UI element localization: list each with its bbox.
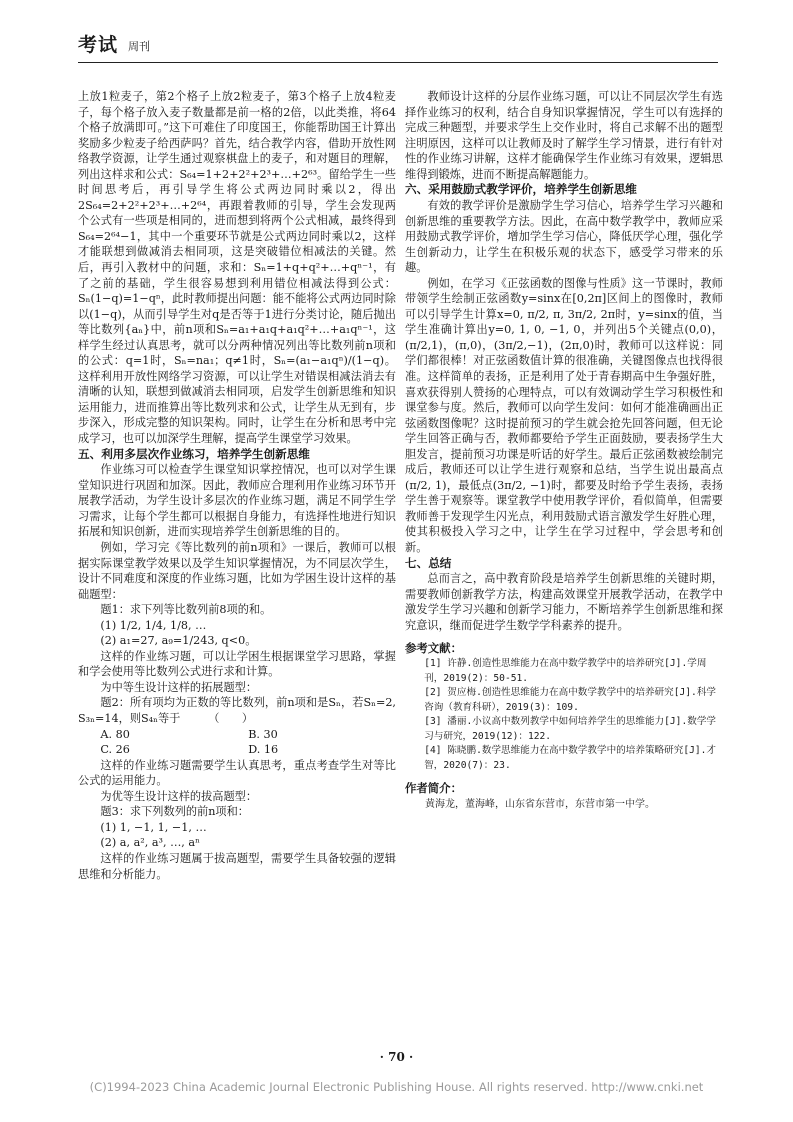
left-column — [78, 89, 396, 882]
paragraph: 有效的教学评价是激励学生学习信心，培养学生学习兴趣和创新思维的重要教学方法。因此，在高中数学教学中，教师应采用鼓励式教学评价，增加学生学习信心，降低厌学心理，强化学生创新动力，让学生在积极乐观的状态下，感受学习带来的乐趣。 — [405, 198, 723, 275]
exercise-question-3: 题3：求下列数列的前n项和： — [100, 805, 249, 819]
copyright-footer: (C)1994-2023 China Academic Journal Electronic Publishing House. All rights reserved. http://www.cnki.net — [89, 1080, 704, 1094]
section-heading-6: 六、采用鼓励式教学评价，培养学生创新思维 — [405, 182, 637, 197]
right-column — [405, 89, 723, 812]
paragraph: 作业练习可以检查学生课堂知识掌控情况，也可以对学生课堂知识进行巩固和加深。因此，教师应合理利用作业练习环节开展教学活动，为学生设计多层次的作业练习题，满足不同学生学习需求，让每个学生都可以根据自身能力，有选择性地进行知识拓展和知识创新，进而实现培养学生创新思维的目的。 — [78, 463, 396, 539]
references-title: 参考文献： — [405, 641, 462, 656]
reference-item: [4] 陈晓鹏.数学思维能力在高中数学教学中的培养策略研究[J].才智，2020(7)：23. — [424, 745, 717, 771]
option-c: C. 26 — [100, 743, 130, 757]
paragraph: 这样的作业练习题，可以让学困生根据课堂学习思路，掌握和学会使用等比数列公式进行求和计算。 — [78, 649, 396, 679]
section-heading-7: 七、总结 — [405, 555, 452, 570]
option-a: A. 80 — [100, 727, 130, 741]
journal-logo: 考试 — [78, 34, 119, 56]
exercise-item: (1) 1/2, 1/4, 1/8, … — [100, 618, 207, 632]
paragraph: 例如，学习完《等比数列的前n项和》一课后，教师可以根据实际课堂教学效果以及学生知识掌握情况，为不同层次学生，设计不同难度和深度的作业练习题，比如为学困生设计这样的基础题型： — [78, 541, 396, 601]
paragraph: 教师设计这样的分层作业练习题，可以让不同层次学生有选择作业练习的权利，结合自身知识掌握情况，学生可以有选择的完成三种题型，并要求学生上交作业时，将自己求解不出的题型注明原因，这样可以让教师及时了解学生学习情景，进行有针对性的作业练习讲解，这样才能确保学生作业练习有效果，逻辑思维得到锻炼，进而不断提高解题能力。 — [405, 90, 723, 181]
paragraph: 为优等生设计这样的拔高题型： — [100, 789, 258, 803]
exercise-question-2: 题2：所有项均为正数的等比数列，前n项和是Sₙ，若Sₙ=2, S₃ₙ=14，则S₄ₙ等于 （ ） — [78, 696, 396, 726]
answer-options — [78, 727, 396, 758]
page-number: · 70 · — [379, 1050, 414, 1064]
exercise-item: (2) a₁=27, a₉=1/243, q<0。 — [100, 634, 257, 648]
option-d: D. 16 — [248, 743, 279, 757]
paragraph: 总而言之，高中教育阶段是培养学生创新思维的关键时期，需要教师创新教学方法，构建高效课堂开展教学活动，在教学中激发学生学习兴趣和创新学习能力，不断培养学生创新思维和探究意识，继而促进学生数学学科素养的提升。 — [405, 572, 723, 632]
author-info: 黄海龙，董海峰，山东省东营市，东营市第一中学。 — [425, 798, 655, 810]
paragraph: 例如，在学习《正弦函数的图像与性质》这一节课时，教师带领学生绘制正弦函数y=sinx在[0,2π]区间上的图像时，教师可以引导学生计算x=0, π/2, π, 3π/2, 2π时，y=sinx的值，当学生准确计算出y=0, 1, 0, −1, 0，并列出5个关键点(0,0)，(π/2,1)，(π,0)，(3π/2,−1)，(2π,0)时，教师可以这样说：同学们都很棒！对正弦函数值计算的很准确，关键图像点也找得很准。这样简单的表扬，正是利用了处于青春期高中生争强好胜，喜欢获得别人赞扬的心理特点，可以有效调动学生学习积极性和课堂参与度。然后，教师可以向学生发问：如何才能准确画出正弦函数图像呢？这时提前预习的学生就会抢先回答问题，但无论学生回答正确与否，教师都要给予学生正面鼓励，要表扬学生大胆发言，提前预习功课是听话的好学生。最后正弦函数被绘制完成后，教师还可以让学生进行观察和总结，当学生说出最高点(π/2, 1)，最低点(3π/2, −1)时，都要及时给予学生表扬，表扬学生善于观察等。课堂教学中使用教学评价，看似简单，但需要教师善于发现学生闪光点，利用鼓励式语言激发学生好胜心理，使其积极投入学习之中，让学生在学习过程中，学会思考和创新。 — [405, 276, 723, 555]
paragraph: 上放1粒麦子，第2个格子上放2粒麦子，第3个格子上放4粒麦子，每个格子放入麦子数量都是前一格的2倍，以此类推，将64个格子放满即可。”这下可难住了印度国王，你能帮助国王计算出奖励多少粒麦子给西萨吗？首先，结合教学内容，借助开放性网络教学资源，让学生通过观察棋盘上的麦子，和对题目的理解，列出这样求和公式：S₆₄=1+2+2²+2³+…+2⁶³。留给学生一些时间思考后，再引导学生将公式两边同时乘以2，得出2S₆₄=2+2²+2³+…+2⁶⁴，再跟着教师的引导，学生会发现两个公式有一些项是相同的，进而想到将两个公式相减，最终得到S₆₄=2⁶⁴−1，其中一个重要环节就是公式两边同时乘以2，这样才能联想到做减消去相同项，这是突破错位相减法的关键。然后，再引入教材中的问题，求和：Sₙ=1+q+q²+…+qⁿ⁻¹，有了之前的基础，学生很容易想到利用错位相减法得到公式：Sₙ(1−q)=1−qⁿ，此时教师提出问题：能不能将公式两边同时除以(1−q)，从而引导学生对q是否等于1进行分类讨论，随后抛出等比数列{aₙ}中，前n项和Sₙ=a₁+a₁q+a₁q²+…+a₁qⁿ⁻¹，这样学生经过认真思考，就可以分两种情况列出等比数列前n项和的公式：q=1时，Sₙ=na₁；q≠1时，Sₙ=(a₁−a₁qⁿ)/(1−q)。这样利用开放性网络学习资源，可以让学生对错误相减法消去有清晰的认知，联想到做减消去相同项，启发学生创新思维和知识运用能力，进而推算出等比数列求和公式，让学生从无到有，步步深入，形成完整的知识架构。同时，让学生在分析和思考中完成学习，也可以加深学生理解，提高学生课堂学习效果。 — [78, 90, 396, 446]
journal-header — [78, 28, 718, 68]
journal-subtitle: 周刊 — [128, 40, 150, 53]
exercise-question-1: 题1：求下列等比数列前8项的和。 — [100, 603, 272, 617]
paragraph: 这样的作业练习题属于拔高题型，需要学生具备较强的逻辑思维和分析能力。 — [78, 851, 396, 881]
reference-item: [2] 贺应梅.创造性思维能力在高中数学教学中的培养研究[J].科学咨询（教育科研），2019(3)：109. — [424, 687, 717, 713]
option-b: B. 30 — [248, 727, 278, 741]
paragraph: 为中等生设计这样的拓展题型： — [100, 680, 258, 694]
reference-item: [3] 潘丽.小议高中数列教学中如何培养学生的思维能力[J].数学学习与研究，2019(12)：122. — [424, 716, 717, 742]
paragraph: 这样的作业练习题需要学生认真思考，重点考查学生对等比公式的运用能力。 — [78, 758, 396, 788]
reference-item: [1] 许静.创造性思维能力在高中数学教学中的培养研究[J].学周刊，2019(2)：50-51. — [424, 658, 707, 684]
exercise-item: (2) a, a², a³, …, aⁿ — [100, 836, 200, 850]
header-rule — [78, 62, 718, 63]
author-info-title: 作者简介： — [405, 781, 462, 795]
exercise-item: (1) 1, −1, 1, −1, … — [100, 820, 207, 834]
section-heading-5: 五、利用多层次作业练习，培养学生创新思维 — [78, 446, 310, 461]
